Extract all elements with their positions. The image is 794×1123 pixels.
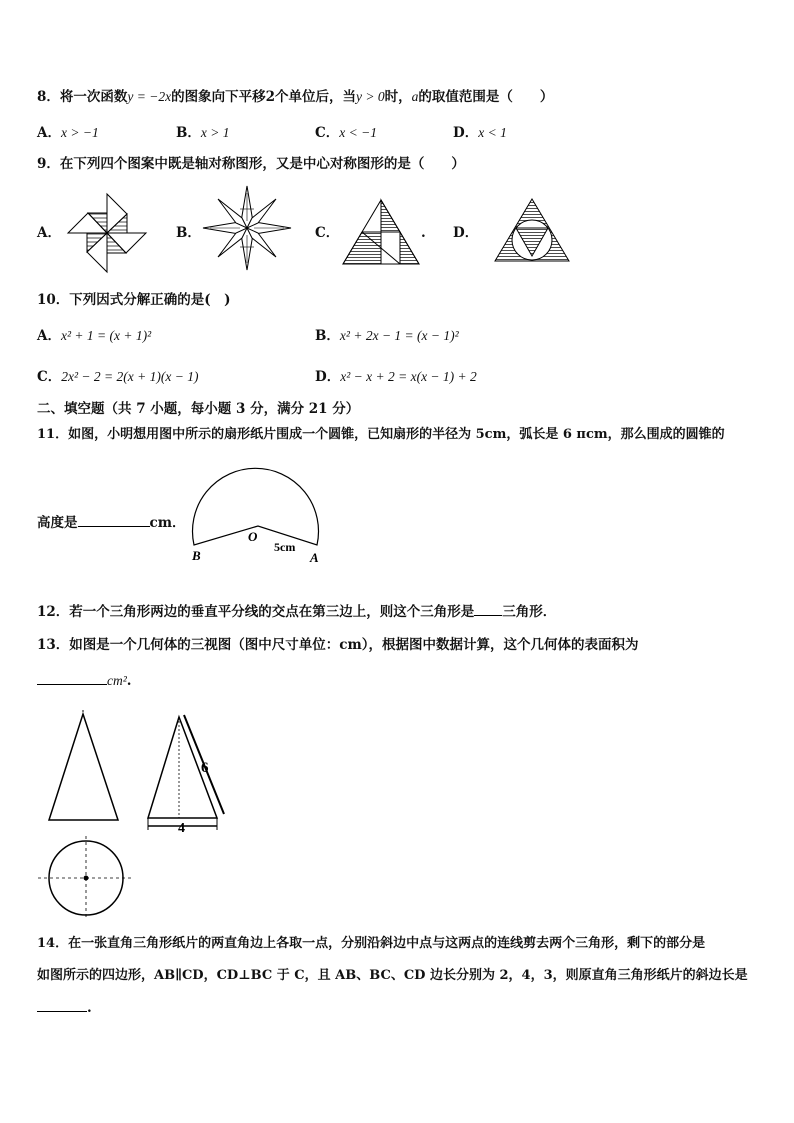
q8-option-a[interactable]: A．x > −1 <box>37 125 99 141</box>
q13-stem: 13．如图是一个几何体的三视图（图中尺寸单位：cm），根据图中数据计算，这个几何体的表面积为 <box>37 637 639 653</box>
q8-condition: y > 0 <box>356 89 385 104</box>
q8-option-c[interactable]: C．x < −1 <box>315 125 377 141</box>
side-view-triangle <box>140 710 240 834</box>
pinwheel-figure <box>66 192 148 274</box>
slant-height-label: 6 <box>201 760 209 776</box>
q9-label-a[interactable]: A． <box>37 225 61 241</box>
point-o-label: O <box>248 529 258 544</box>
q11-answer-line: 高度是 cm． <box>37 515 186 531</box>
q13-answer-blank[interactable] <box>37 672 107 685</box>
q14-answer-line: . <box>37 999 92 1017</box>
radius-label: 5cm <box>274 540 296 554</box>
section-fill-in-heading: 二、填空题（共 7 小题，每小题 3 分，满分 21 分） <box>37 401 360 417</box>
point-b-label: B <box>192 548 201 563</box>
q10-option-d[interactable]: D．x² − x + 2 = x(x − 1) + 2 <box>315 369 477 385</box>
q8-text-d: 时， <box>384 89 412 105</box>
q8-shift: 2 <box>265 89 276 105</box>
q9-stem: 9．在下列四个图案中既是轴对称图形，又是中心对称图形的是（ ） <box>37 156 465 172</box>
q14-line2: 如图所示的四边形，AB∥CD，CD⊥BC 于 C，且 AB、BC、CD 边长分别为 2，4，3，则原直角三角形纸片的斜边长是 <box>37 968 748 983</box>
q9-label-b[interactable]: B． <box>176 225 201 241</box>
q8-text-c: 个单位后，当 <box>275 89 357 105</box>
q8-text-e: 的取值范围是（ ） <box>418 89 554 105</box>
q8-option-d[interactable]: D．x < 1 <box>453 125 507 141</box>
top-view-circle <box>38 836 134 920</box>
q9-label-d[interactable]: D． <box>453 225 479 241</box>
hatched-triangle-figure <box>342 199 420 265</box>
base-width-label: 4 <box>178 821 185 836</box>
star-compass-figure <box>202 185 292 271</box>
q11-stem: 11．如图，小明想用图中所示的扇形纸片围成一个圆锥，已知扇形的半径为 5cm，弧长是 6 πcm，那么围成的圆锥的 <box>37 427 725 442</box>
q14-answer-blank[interactable] <box>37 999 87 1012</box>
q12-stem: 12．若一个三角形两边的垂直平分线的交点在第三边上，则这个三角形是 三角形． <box>37 604 557 620</box>
q13-answer-line: cm². <box>37 672 132 690</box>
q9-label-c[interactable]: C． <box>315 225 340 241</box>
q8-variable: a <box>411 89 419 104</box>
q10-option-b[interactable]: B．x² + 2x − 1 = (x − 1)² <box>315 328 459 344</box>
q8-text-b: 的图象向下平移 <box>171 89 266 105</box>
q13-unit: cm² <box>107 673 127 688</box>
q9-separator-dot: . <box>421 225 426 241</box>
point-a-label: A <box>310 550 319 565</box>
q12-answer-blank[interactable] <box>474 603 502 616</box>
q10-option-c[interactable]: C．2x² − 2 = 2(x + 1)(x − 1) <box>37 369 199 385</box>
q8-text-a: 8．将一次函数 <box>37 89 128 105</box>
q14-line1: 14．在一张直角三角形纸片的两直角边上各取一点，分别沿斜边中点与这两点的连线剪去两个三角形，剩下的部分是 <box>37 936 706 951</box>
q8-function: y = −2x <box>127 89 172 104</box>
front-view-triangle <box>46 710 122 822</box>
sector-figure <box>190 450 330 565</box>
q10-option-a[interactable]: A．x² + 1 = (x + 1)² <box>37 328 152 344</box>
triangle-circle-figure <box>494 198 570 262</box>
q11-answer-blank[interactable] <box>78 514 150 527</box>
q8-stem <box>37 88 553 106</box>
q8-option-b[interactable]: B．x > 1 <box>176 125 230 141</box>
q10-stem: 10．下列因式分解正确的是( ) <box>37 292 231 308</box>
